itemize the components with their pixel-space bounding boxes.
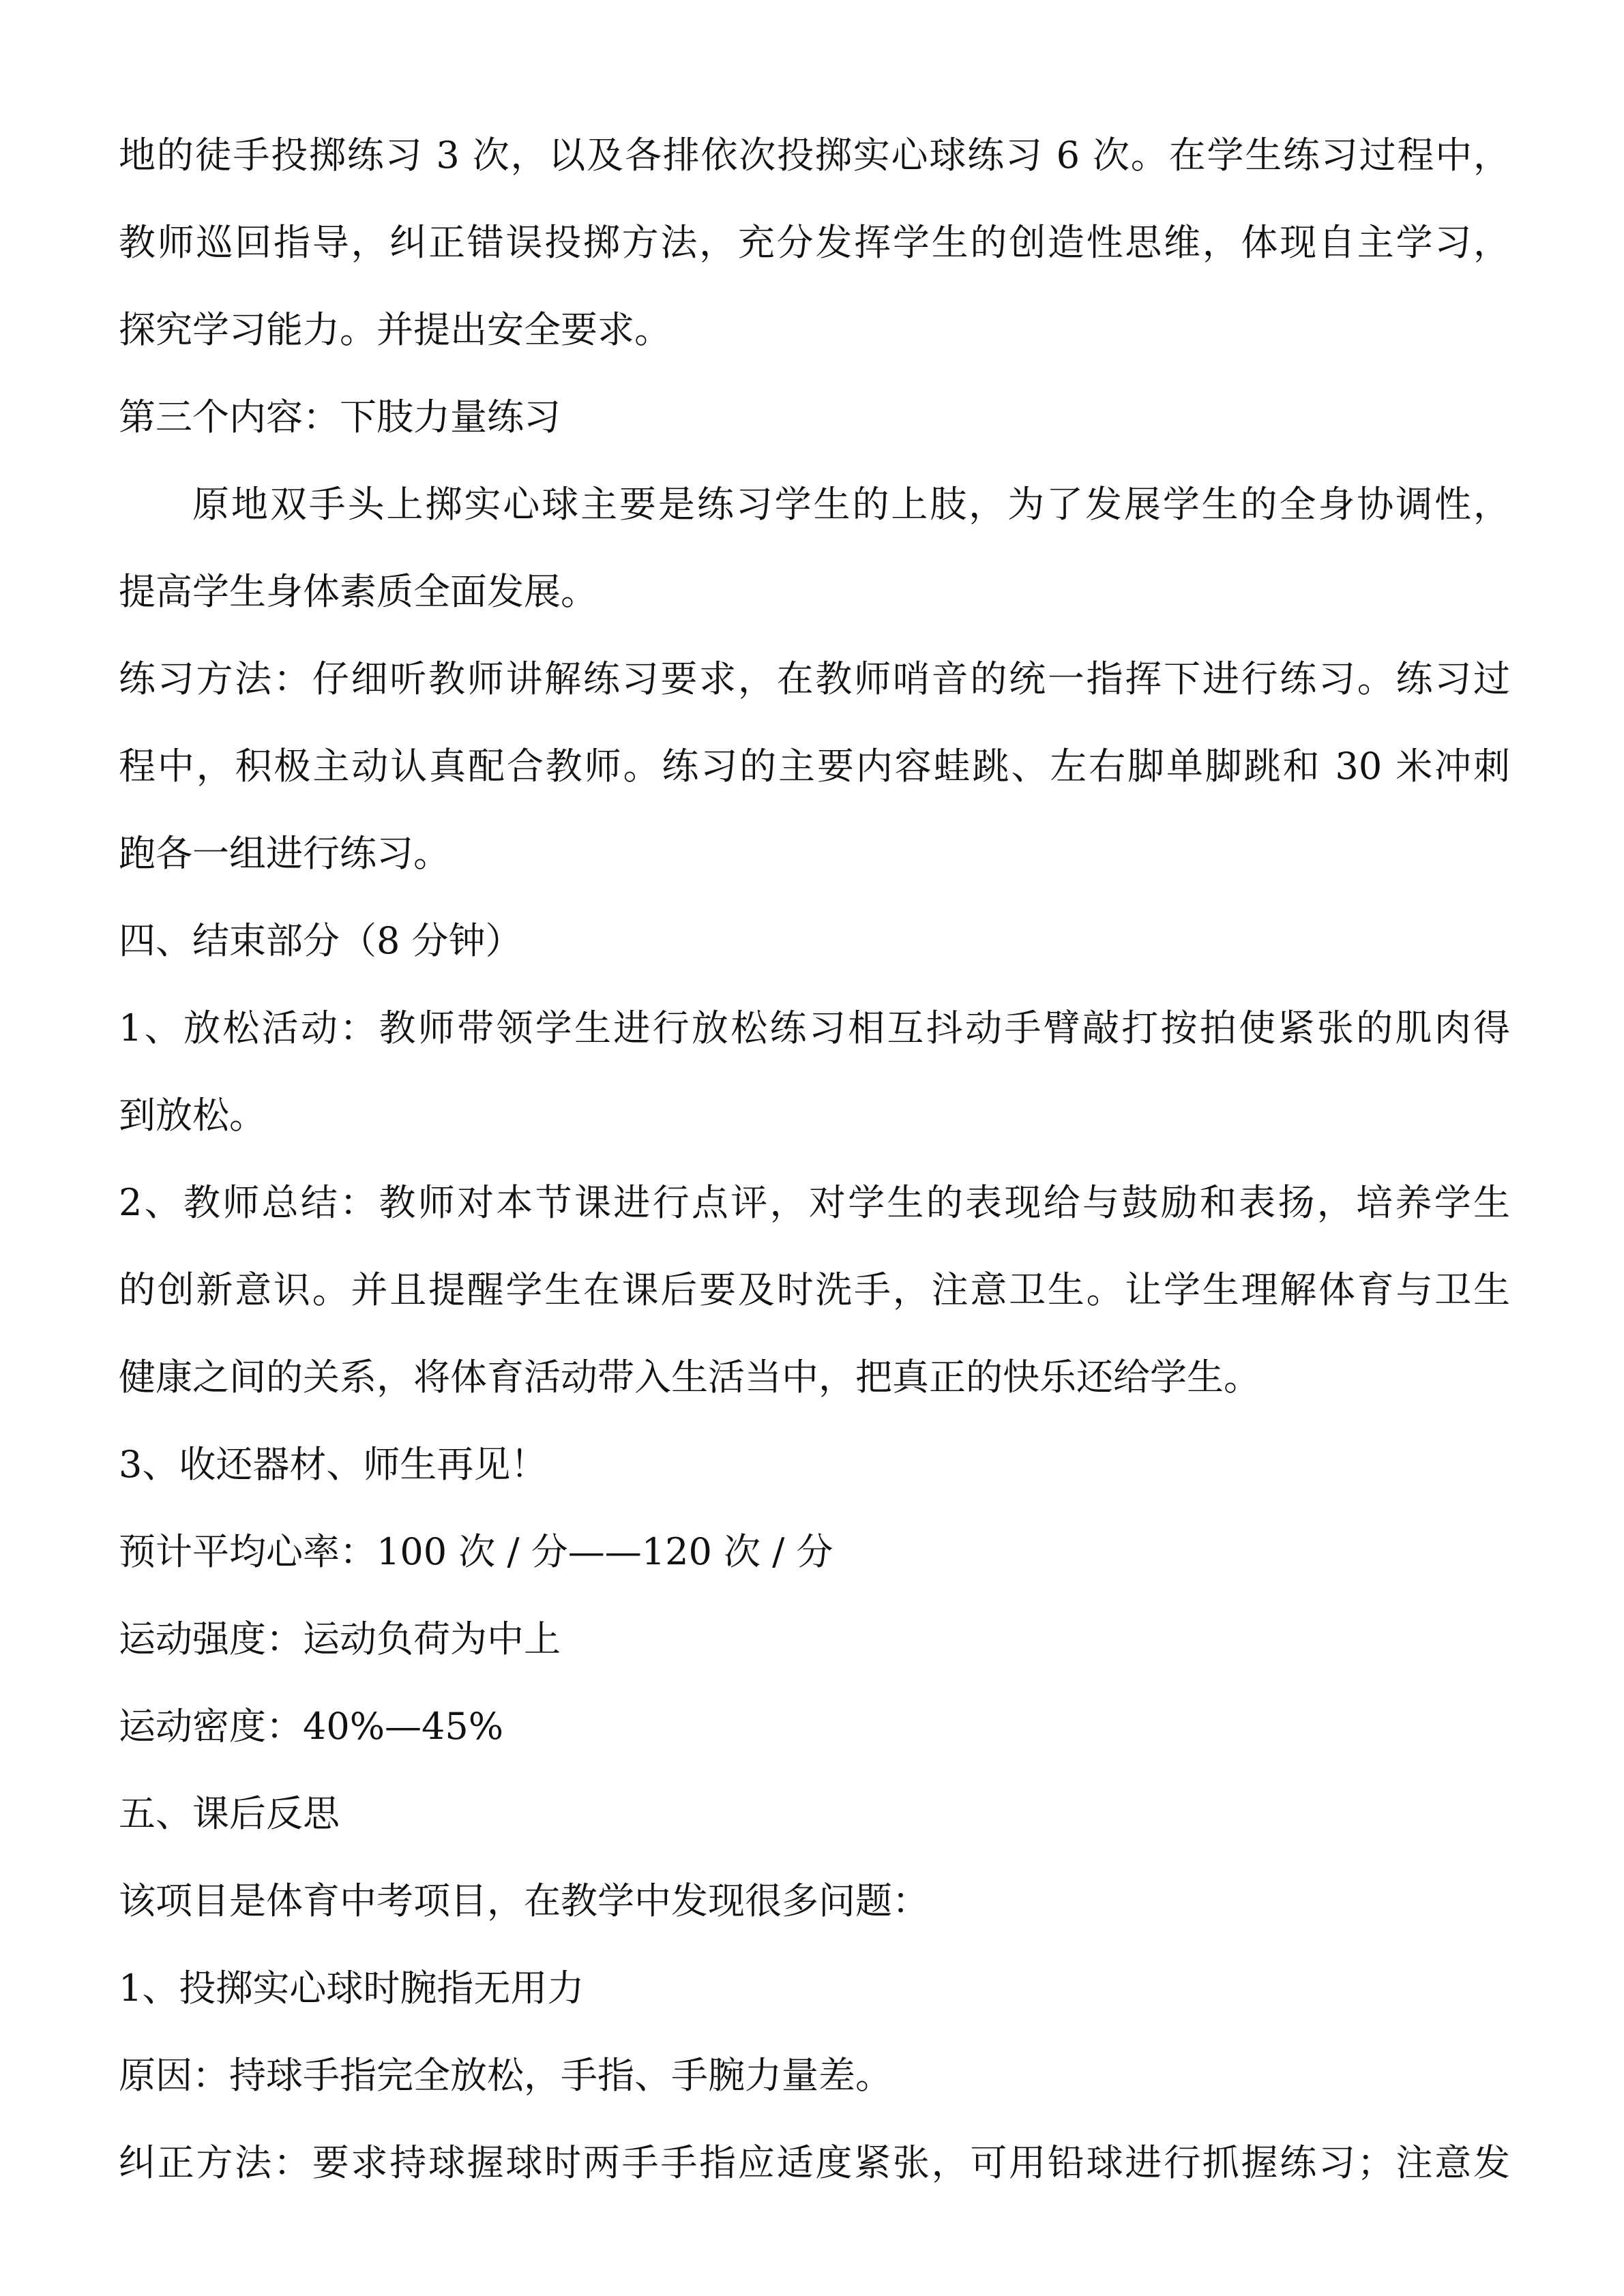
text-line-8: 程中，积极主动认真配合教师。练习的主要内容蛙跳、左右脚单脚跳和 30 米冲刺 [119, 745, 1510, 788]
text-line-11: 1、放松活动：教师带领学生进行放松练习相互抖动手臂敲打按拍使紧张的肌肉得 [119, 1007, 1510, 1049]
text-line-2: 教师巡回指导，纠正错误投掷方法，充分发挥学生的创造性思维，体现自主学习， [119, 221, 1510, 264]
text-line-16: 3、收还器材、师生再见！ [119, 1443, 548, 1486]
section-heading-ending: 四、结束部分（8 分钟） [119, 919, 522, 962]
section-heading-lower-limb: 第三个内容：下肢力量练习 [119, 396, 561, 438]
text-line-5: 原地双手头上掷实心球主要是练习学生的上肢，为了发展学生的全身协调性， [192, 483, 1510, 526]
exercise-density-line: 运动密度：40%—45% [119, 1705, 504, 1748]
text-line-9: 跑各一组进行练习。 [119, 832, 450, 875]
text-line-21: 该项目是体育中考项目，在教学中发现很多问题： [119, 1879, 929, 1922]
text-line-1: 地的徒手投掷练习 3 次，以及各排依次投掷实心球练习 6 次。在学生练习过程中， [119, 134, 1510, 177]
text-line-24: 纠正方法：要求持球握球时两手手指应适度紧张，可用铅球进行抓握练习；注意发 [119, 2141, 1510, 2184]
text-line-7: 练习方法：仔细听教师讲解练习要求，在教师哨音的统一指挥下进行练习。练习过 [119, 657, 1510, 700]
text-line-13: 2、教师总结：教师对本节课进行点评，对学生的表现给与鼓励和表扬，培养学生 [119, 1181, 1510, 1224]
text-line-23: 原因：持球手指完全放松，手指、手腕力量差。 [119, 2054, 892, 2097]
text-line-6: 提高学生身体素质全面发展。 [119, 570, 597, 613]
text-line-15: 健康之间的关系，将体育活动带入生活当中，把真正的快乐还给学生。 [119, 1356, 1260, 1399]
text-line-3: 探究学习能力。并提出安全要求。 [119, 308, 671, 351]
text-line-12: 到放松。 [119, 1094, 266, 1137]
text-line-14: 的创新意识。并且提醒学生在课后要及时洗手，注意卫生。让学生理解体育与卫生 [119, 1268, 1510, 1311]
heart-rate-line: 预计平均心率：100 次 / 分——120 次 / 分 [119, 1530, 833, 1573]
text-line-22: 1、投掷实心球时腕指无用力 [119, 1967, 585, 2010]
exercise-intensity-line: 运动强度：运动负荷为中上 [119, 1617, 561, 1660]
section-heading-reflection: 五、课后反思 [119, 1792, 340, 1835]
